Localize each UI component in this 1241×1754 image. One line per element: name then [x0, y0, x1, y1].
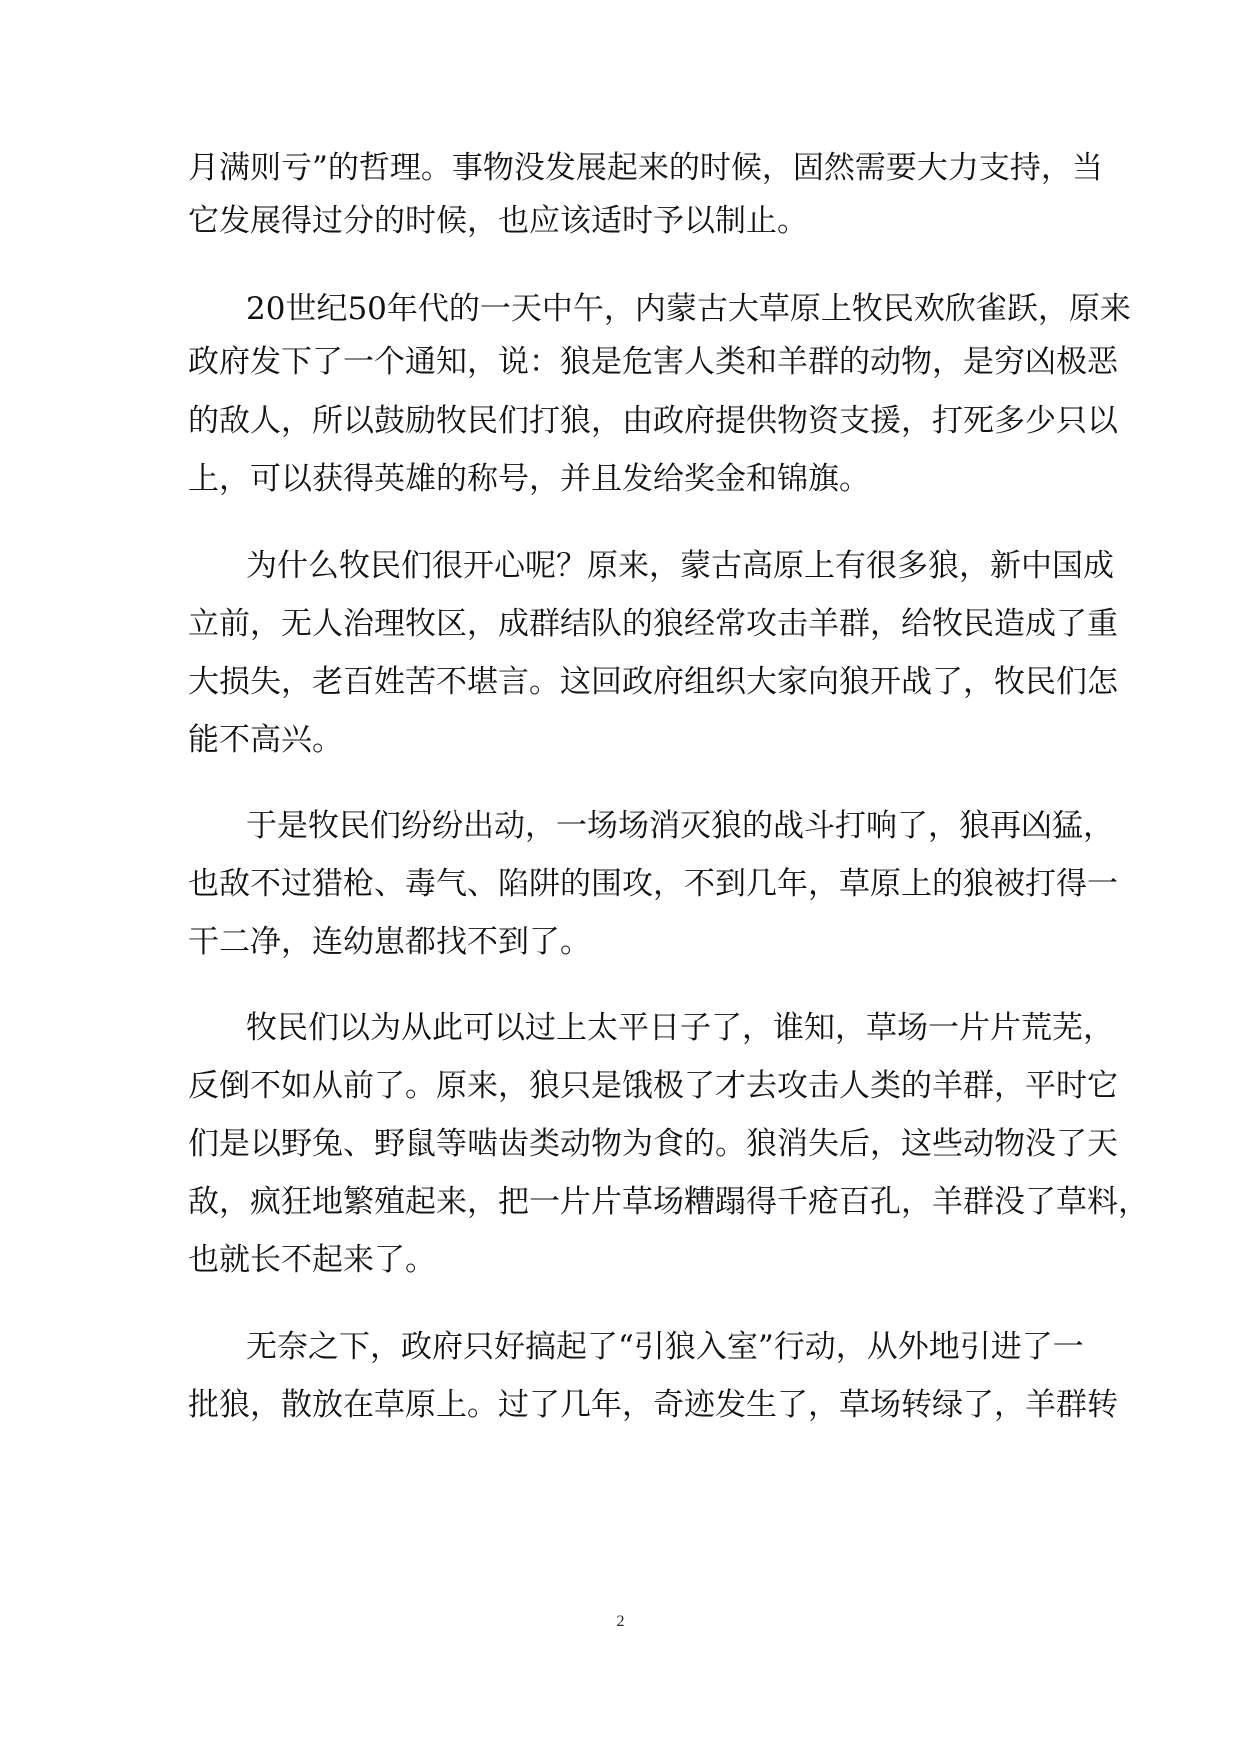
text-line: 立前，无人治理牧区，成群结队的狼经常攻击羊群，给牧民造成了重	[188, 606, 1118, 642]
text-line: 20世纪50年代的一天中午，内蒙古大草原上牧民欢欣雀跃，原来	[246, 291, 1131, 327]
text-line: 政府发下了一个通知，说：狼是危害人类和羊群的动物，是穷凶极恶	[188, 344, 1118, 380]
text-line: 们是以野兔、野鼠等啮齿类动物为食的。狼消失后，这些动物没了天	[188, 1126, 1118, 1162]
text-line: 敌，疯狂地繁殖起来，把一片片草场糟蹋得千疮百孔，羊群没了草料，	[188, 1184, 1149, 1220]
text-line: 干二净，连幼崽都找不到了。	[188, 924, 591, 960]
text-line: 也就长不起来了。	[188, 1242, 436, 1278]
text-line: 为什么牧民们很开心呢？原来，蒙古高原上有很多狼，新中国成	[246, 548, 1114, 584]
text-line: 能不高兴。	[188, 722, 343, 758]
text-line: 于是牧民们纷纷出动，一场场消灭狼的战斗打响了，狼再凶猛，	[246, 808, 1114, 844]
text-line: 大损失，老百姓苦不堪言。这回政府组织大家向狼开战了，牧民们怎	[188, 664, 1118, 700]
text-line: 月满则亏”的哲理。事物没发展起来的时候，固然需要大力支持，当	[188, 150, 1103, 186]
text-line: 反倒不如从前了。原来，狼只是饿极了才去攻击人类的羊群，平时它	[188, 1068, 1118, 1104]
page-number: 2	[616, 1613, 625, 1630]
text-line: 它发展得过分的时候，也应该适时予以制止。	[188, 203, 808, 239]
text-line: 批狼，散放在草原上。过了几年，奇迹发生了，草场转绿了，羊群转	[188, 1387, 1118, 1423]
text-line: 无奈之下，政府只好搞起了“引狼入室”行动，从外地引进了一	[246, 1329, 1084, 1365]
text-line: 牧民们以为从此可以过上太平日子了，谁知，草场一片片荒芜，	[246, 1010, 1114, 1046]
text-line: 也敌不过猎枪、毒气、陷阱的围攻，不到几年，草原上的狼被打得一	[188, 866, 1118, 902]
text-line: 的敌人，所以鼓励牧民们打狼，由政府提供物资支援，打死多少只以	[188, 403, 1118, 439]
text-line: 上，可以获得英雄的称号，并且发给奖金和锦旗。	[188, 461, 870, 497]
